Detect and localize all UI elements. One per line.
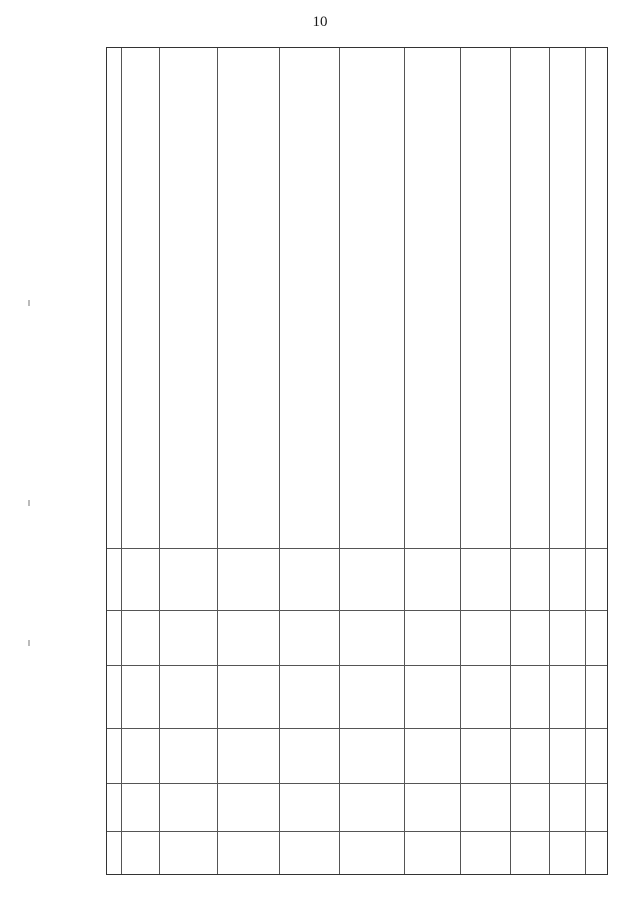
table-row-rule [107, 610, 607, 611]
table-column-rule [121, 48, 122, 874]
table-column-rule [510, 48, 511, 874]
table-column-rule [460, 48, 461, 874]
page-number: 10 [312, 14, 328, 30]
table-row-rule [107, 548, 607, 549]
table-column-rule [549, 48, 550, 874]
table-column-rule [217, 48, 218, 874]
table-column-rule [339, 48, 340, 874]
margin-mark [28, 300, 30, 306]
table-row-rule [107, 728, 607, 729]
table-row-rule [107, 665, 607, 666]
margin-mark [28, 640, 30, 646]
rotated-data-table [106, 47, 608, 875]
table-row-rule [107, 831, 607, 832]
table-column-rule [404, 48, 405, 874]
table-column-rule [279, 48, 280, 874]
table-column-rule [159, 48, 160, 874]
table-column-rule [585, 48, 586, 874]
table-row-rule [107, 783, 607, 784]
margin-mark [28, 500, 30, 506]
